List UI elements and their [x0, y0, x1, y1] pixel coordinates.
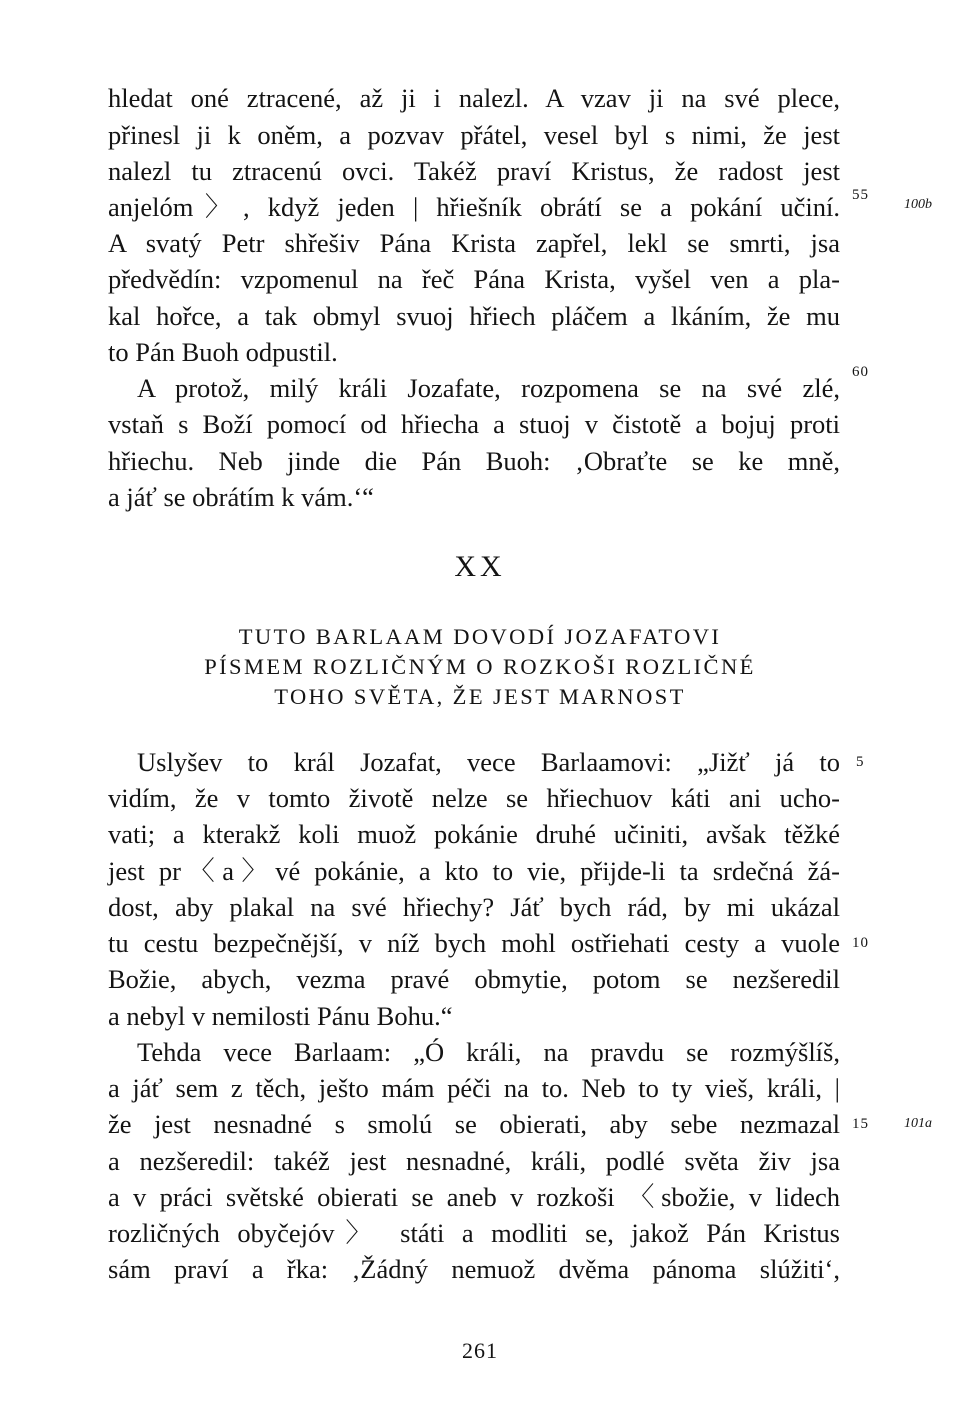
text-line: hřiechu. Neb jinde die Pán Buoh: ‚Obraťte se ke mně,: [108, 446, 840, 476]
text-line: A protož, milý králi Jozafate, rozpomena se na své zlé,: [137, 373, 840, 403]
text-line: kal hořce, a tak obmyl svuoj hřiech pláčem a lkáním, že mu: [108, 301, 840, 331]
text-line: předvědín: vzpomenul na řeč Pána Krista, vyšel ven a pla-: [108, 264, 840, 294]
text-line: anjelóm〉, když jeden | hřiešník obrátí se a pokání učiní.: [108, 192, 840, 222]
text-line: a v práci světské obierati se aneb v rozkoši 〈sbožie, v lidech: [108, 1182, 840, 1212]
page-number: 261: [462, 1338, 498, 1363]
text-line: a nezšeredil: takéž jest nesnadné, králi, podlé světa živ jsa: [108, 1146, 840, 1176]
chapter-heading-line: PÍSMEM ROZLIČNÝM O ROZKOŠI ROZLIČNÉ: [204, 654, 756, 679]
text-line: sám praví a řka: ‚Žádný nemuož dvěma pánoma slúžiti‘,: [108, 1254, 840, 1284]
text-line: nalezl tu ztracenú ovci. Takéž praví Kristus, že radost jest: [108, 156, 840, 186]
text-line: dost, aby plakal na své hřiechy? Jáť bych rád, by mi ukázal: [108, 892, 840, 922]
line-number: 55: [852, 187, 869, 203]
text-line: vstaň s Boží pomocí od hřiecha a stuoj v čistotě a bojuj proti: [108, 409, 840, 439]
folio-marker: 101a: [904, 1116, 932, 1131]
text-line: že jest nesnadné s smolú se obierati, aby sebe nezmazal: [108, 1109, 840, 1139]
chapter-heading-line: TUTO BARLAAM DOVODÍ JOZAFATOVI: [238, 624, 722, 649]
text-line: a jáť sem z těch, ješto mám péči na to. Neb to ty vieš, králi, |: [108, 1073, 840, 1103]
chapter-heading-line: TOHO SVĚTA, ŽE JEST MARNOST: [274, 684, 686, 709]
text-line: vidím, že v tomto životě nelze se hřiechuov káti ani ucho-: [108, 783, 840, 813]
text-line: a jáť se obrátím k vám.‘“: [108, 482, 374, 512]
text-line: Uslyšev to král Jozafat, vece Barlaamovi: „Jižť já to: [137, 747, 840, 777]
text-line: to Pán Buoh odpustil.: [108, 337, 338, 367]
line-number: 15: [852, 1116, 869, 1132]
text-line: A svatý Petr shřešiv Pána Krista zapřel, lekl se smrti, jsa: [108, 228, 840, 258]
text-line: vati; a kterakž koli muož pokánie druhé učiniti, avšak těžké: [108, 819, 840, 849]
line-number: 10: [852, 935, 869, 951]
chapter-number: XX: [454, 550, 506, 583]
text-line: rozličných obyčejóv〉 státi a modliti se, jakož Pán Kristus: [108, 1218, 840, 1248]
text-line: a nebyl v nemilosti Pánu Bohu.“: [108, 1001, 453, 1031]
text-line: Božie, abych, vezma pravé obmytie, potom se nezšeredil: [108, 964, 840, 994]
text-line: hledat oné ztracené, až ji i nalezl. A vzav ji na své plece,: [108, 83, 840, 113]
line-number: 60: [852, 364, 869, 380]
line-number: 5: [856, 754, 865, 770]
text-line: Tehda vece Barlaam: „Ó králi, na pravdu se rozmýšlíš,: [137, 1037, 840, 1067]
text-line: tu cestu bezpečnější, v níž bych mohl ostřiehati cesty a vuole: [108, 928, 840, 958]
text-line: přinesl ji k oněm, a pozvav přátel, vesel byl s nimi, že jest: [108, 120, 840, 150]
folio-marker: 100b: [904, 197, 932, 212]
text-line: jest pr〈a〉vé pokánie, a kto to vie, přijde-li ta srdečná žá-: [108, 856, 840, 886]
